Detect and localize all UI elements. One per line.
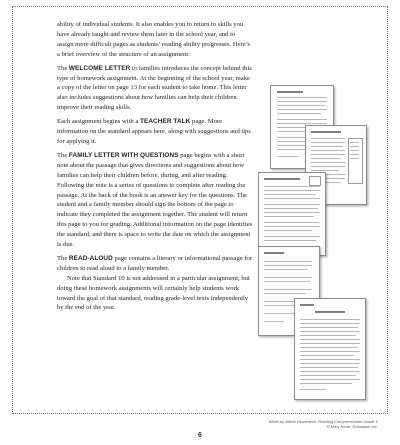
family-letter-paragraph: The FAMILY LETTER WITH QUESTIONS page begins with a short note about the passage that gives directions and suggestions about how families can help their children before, during, and after reading. Following the note is a series of questions to complete after reading the passage. At the back of the book is an answer key for the questions. The student and a family member should sign the bottom of the page to indicate they completed the assignment together. The student will return this page to you for grading. Additional information on the page identifies the standard, and there is space to write the date on which the assignment is due. [57,151,253,249]
welcome-letter-keyword: WELCOME LETTER [68,64,131,72]
footer-copyright: © Mary Rose, Scholastic Inc. [326,424,378,430]
body-text [57,20,253,313]
intro-paragraph: ability of individual students. It also enables you to return to skills you have already taught and review them later in the school year, and to assign more difficult pages as students’ reading ability progresses. Here’s a brief overview of the structure of an assignment: [57,21,251,58]
footer-credit [269,419,378,429]
read-aloud-keyword: READ-ALOUD [68,254,113,262]
page-number: 6 [198,432,202,439]
read-aloud-paragraph: The READ-ALOUD page contains a literary or informational passage for children to read aloud to a family member. [57,254,253,272]
teacher-talk-keyword: TEACHER TALK [139,118,191,126]
welcome-letter-paragraph: The WELCOME LETTER to families introduces the concept behind this type of homework assignment. At the beginning of the school year, make a copy of the letter on page 13 for each student to take home. This letter also includes suggestions about how families can help their children improve their reading skills. [57,64,252,112]
closing-paragraph: Note that Standard 10 is not addressed in a particular assignment, but doing these homework assignments will certainly help students work toward the goal of that standard, reading grade-level texts independently by the end of the year. [57,274,250,312]
family-letter-thumbnail [258,172,326,256]
footer-book-title: Week-by-Week Homework: Reading Comprehension Grade 5 [268,419,378,424]
family-letter-keyword: FAMILY LETTER WITH QUESTIONS [68,151,179,159]
read-aloud-thumbnail [294,298,366,400]
teacher-talk-paragraph: Each assignment begins with a TEACHER TALK page. More information on the standard appears here, along with suggestions and tips for applying it. [57,118,251,145]
